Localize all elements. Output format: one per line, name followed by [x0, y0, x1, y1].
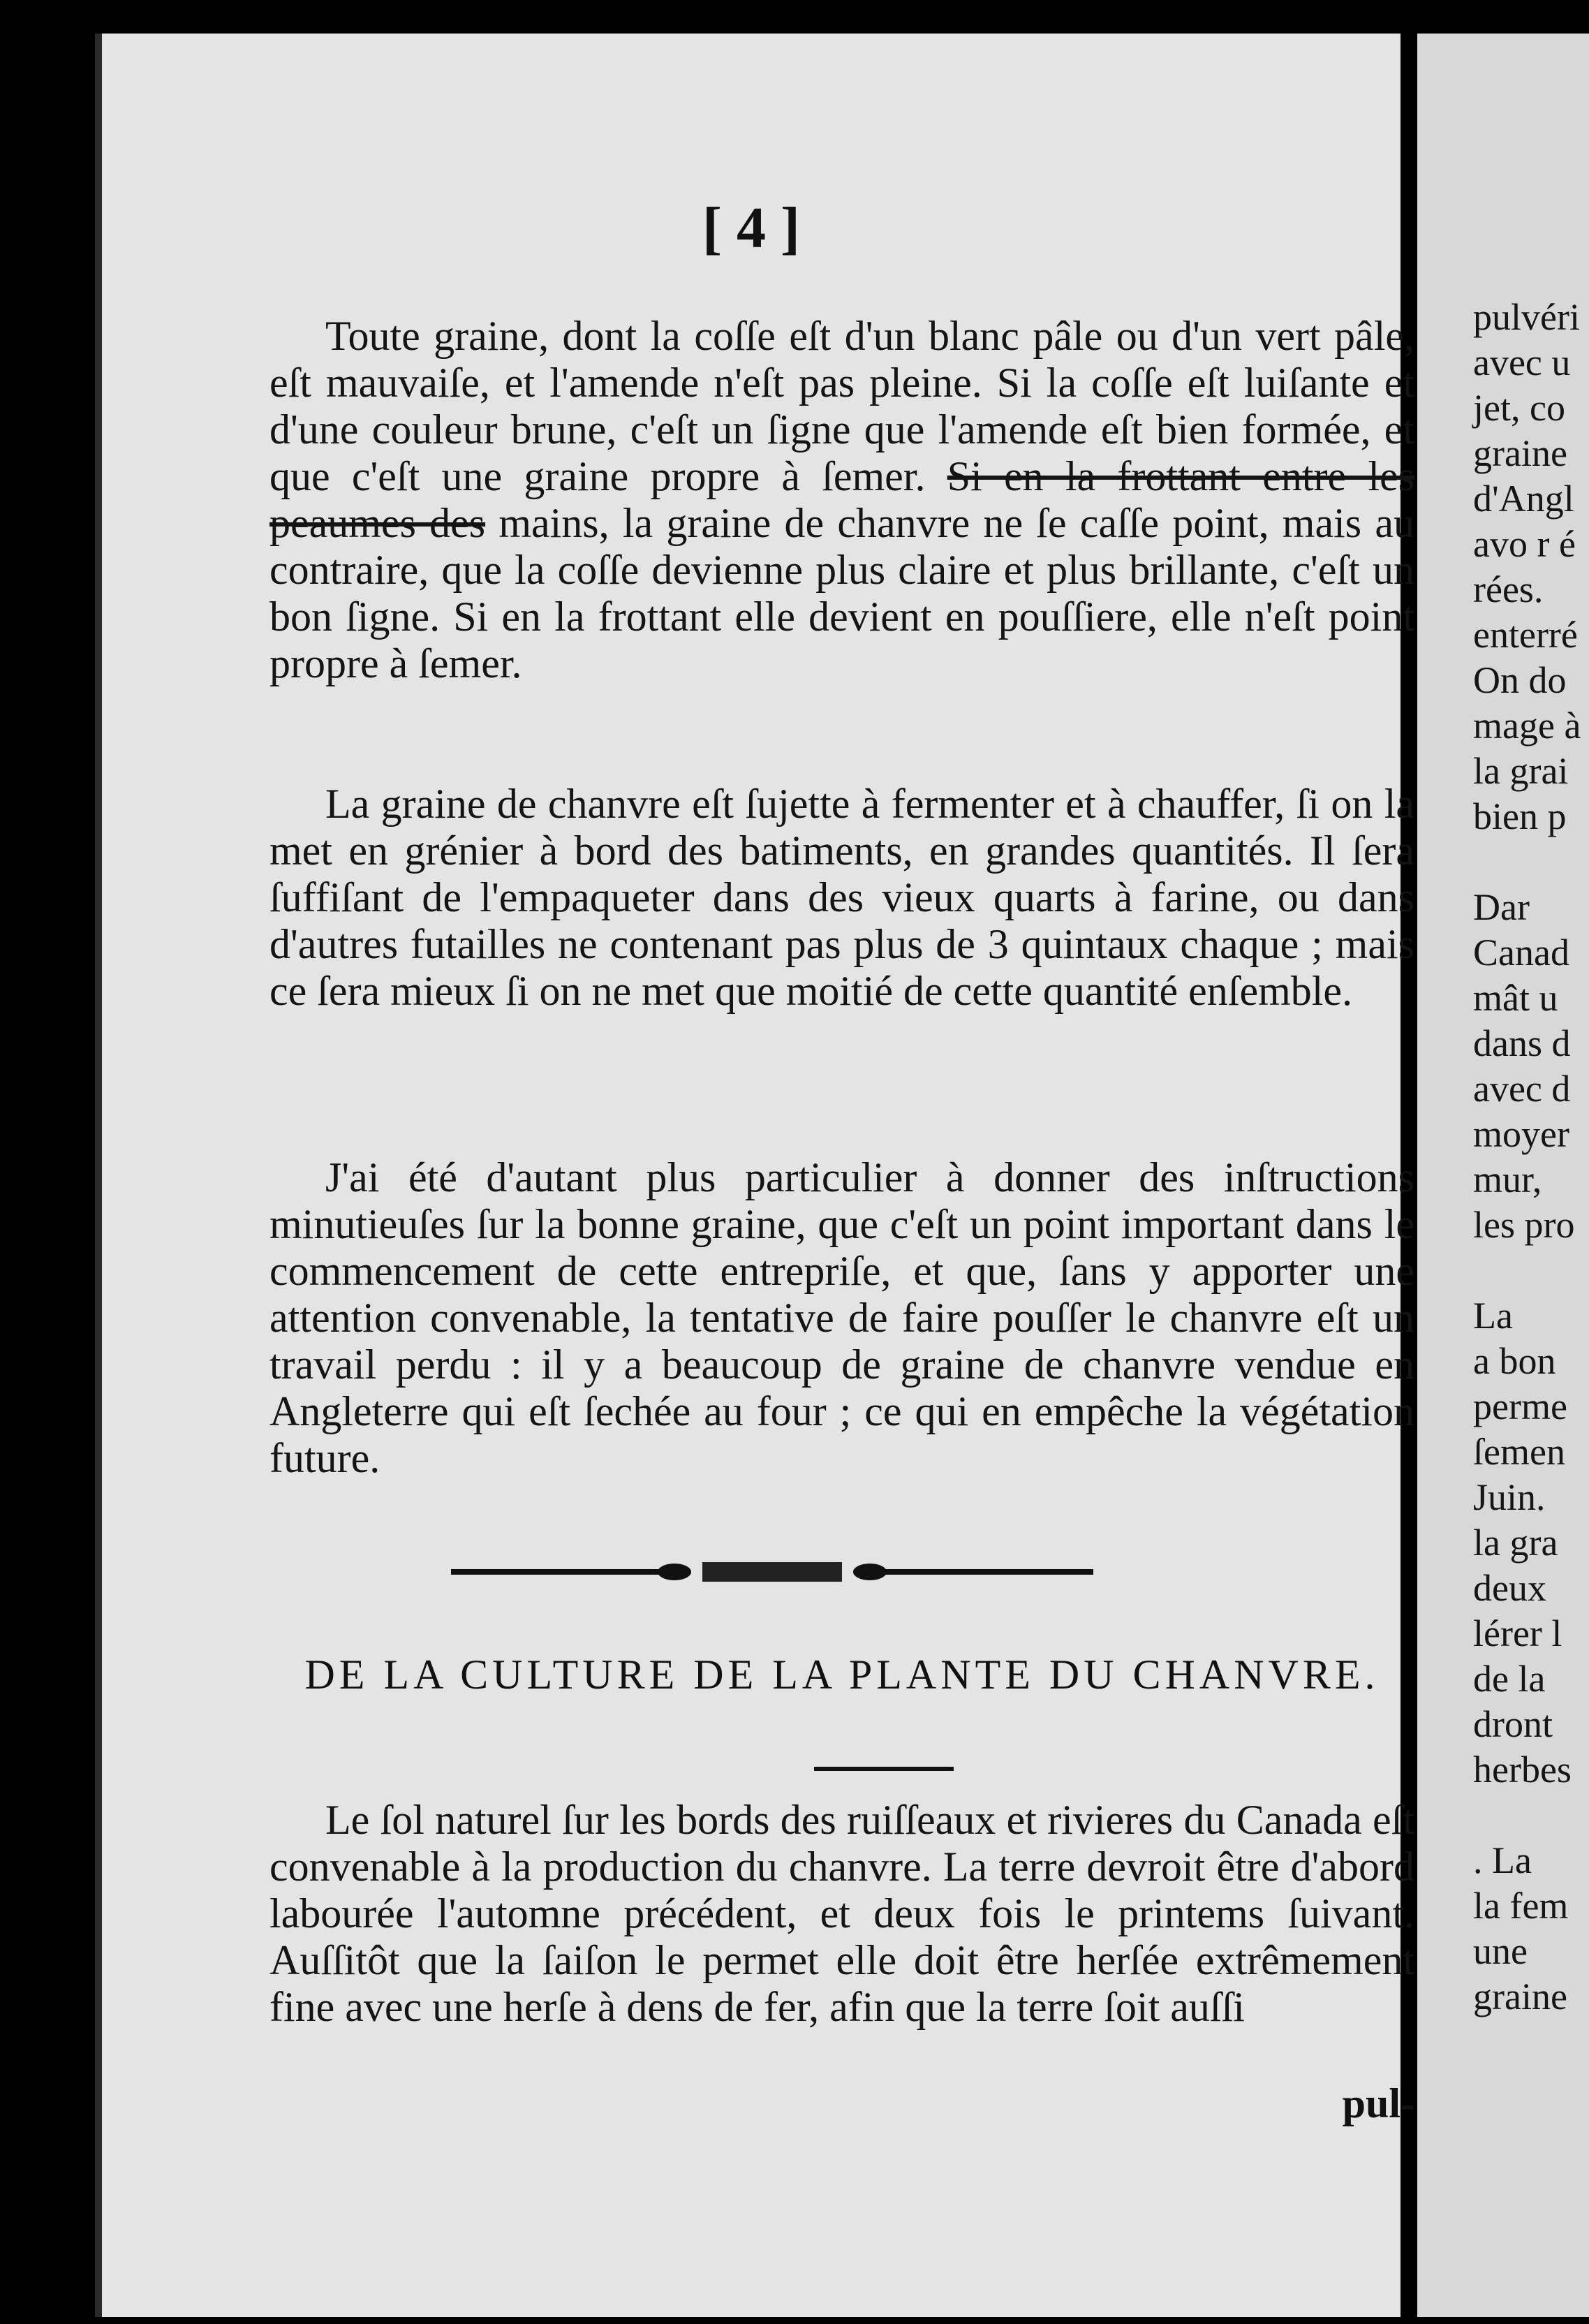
next-page-line: rées.: [1473, 568, 1544, 610]
next-page-line: mât u: [1473, 977, 1558, 1019]
next-page-line: dront: [1473, 1703, 1553, 1745]
next-page-line: On do: [1473, 659, 1567, 701]
next-page-line: bien p: [1473, 795, 1567, 837]
paragraph-culture: Le ſol naturel ſur les bords des ruiſſeaux et rivieres du Canada eſt convenable à la production du chanvre. La terre devroit être d'abord labourée l'automne précédent, et deux fois le printems ſuivant. Auſſitôt que la ſaiſon le permet elle doit être herſée extrêmement fine avec une herſe à dens de fer, afin que la terre ſoit auſſi: [269, 1797, 1414, 2030]
next-page-line: la grai: [1473, 750, 1569, 792]
next-page-line: Canad: [1473, 932, 1569, 973]
next-page-line: moyer: [1473, 1113, 1569, 1155]
next-page-line: jet, co: [1473, 387, 1565, 429]
next-page-line: les pro: [1473, 1204, 1575, 1246]
next-page-line: herbes: [1473, 1749, 1572, 1790]
next-page-line: avec d: [1473, 1068, 1571, 1110]
next-page-line: de la: [1473, 1658, 1546, 1700]
next-page-line: graine: [1473, 432, 1567, 474]
struck-text: Si en la frottant entre les peaumes des: [269, 453, 1414, 546]
next-page-line: d'Angl: [1473, 478, 1574, 520]
next-page-line: la gra: [1473, 1522, 1558, 1564]
next-page-line: pulvéri: [1473, 296, 1580, 338]
paragraph-text: Toute graine, dont la coſſe eſt d'un blanc pâle ou d'un vert pâle, eſt mauvaiſe, et l'amende n'eſt pas pleine. Si la coſſe eſt luiſante et d'une couleur brune, c'eſt un ſigne que l'amende eſt bien formée, et que c'eſt une graine propre à ſemer.: [269, 313, 1414, 499]
ornament-divider: [451, 1559, 1093, 1584]
next-page-line: Dar: [1473, 886, 1530, 928]
next-page-line: Juin.: [1473, 1476, 1546, 1518]
next-page-line: une: [1473, 1930, 1528, 1972]
next-page-line: mur,: [1473, 1159, 1542, 1200]
next-page-line: a bon: [1473, 1340, 1556, 1382]
next-page-line: deux: [1473, 1567, 1546, 1609]
section-heading: DE LA CULTURE DE LA PLANTE DU CHANVRE.: [304, 1652, 1380, 1698]
next-page-line: lérer l: [1473, 1612, 1562, 1654]
next-page-line: mage à: [1473, 705, 1581, 747]
next-page-line: ſemen: [1473, 1431, 1565, 1473]
next-page-line: La: [1473, 1295, 1513, 1337]
paragraph-text-tail: mains, la graine de chanvre ne ſe caſſe point, mais au contraire, que la coſſe devienne plus claire et plus brillante, c'eſt un bon ſigne. Si en la frottant elle devient en pouſſiere, elle n'eſt point propre à ſemer.: [269, 500, 1414, 686]
paragraph-seed-quality: [269, 313, 1414, 687]
next-page-line: avec u: [1473, 341, 1571, 383]
catchword: pul-: [1342, 2080, 1414, 2126]
next-page-line: . La: [1473, 1839, 1532, 1881]
main-page: [95, 34, 1414, 2317]
next-page-line: dans d: [1473, 1022, 1571, 1064]
page-number-header: [ 4 ]: [702, 196, 800, 260]
next-page-line: perme: [1473, 1385, 1567, 1427]
next-page-line: enterré: [1473, 614, 1578, 656]
next-page-edge: [1417, 34, 1589, 2317]
next-page-line: avo r é: [1473, 523, 1576, 565]
next-page-line: la fem: [1473, 1885, 1569, 1927]
next-page-line: graine: [1473, 1976, 1567, 2017]
heading-rule: [814, 1767, 954, 1771]
paragraph-seed-storage: La graine de chanvre eſt ſujette à fermenter et à chauffer, ſi on la met en grénier à bord des batiments, en grandes quantités. Il ſera ſuffiſant de l'empaqueter dans des vieux quarts à farine, ou dans d'autres futailles ne contenant pas plus de 3 quintaux chaque ; mais ce ſera mieux ſi on ne met que moitié de cette quantité enſemble.: [269, 781, 1414, 1014]
paragraph-instructions: J'ai été d'autant plus particulier à donner des inſtructions minutieuſes ſur la bonne graine, que c'eſt un point important dans le commencement de cette entrepriſe, et que, ſans y apporter une attention convenable, la tentative de faire pouſſer le chanvre eſt un travail perdu : il y a beaucoup de graine de chanvre vendue en Angleterre qui eſt ſechée au four ; ce qui en empêche la végétation future.: [269, 1154, 1414, 1481]
